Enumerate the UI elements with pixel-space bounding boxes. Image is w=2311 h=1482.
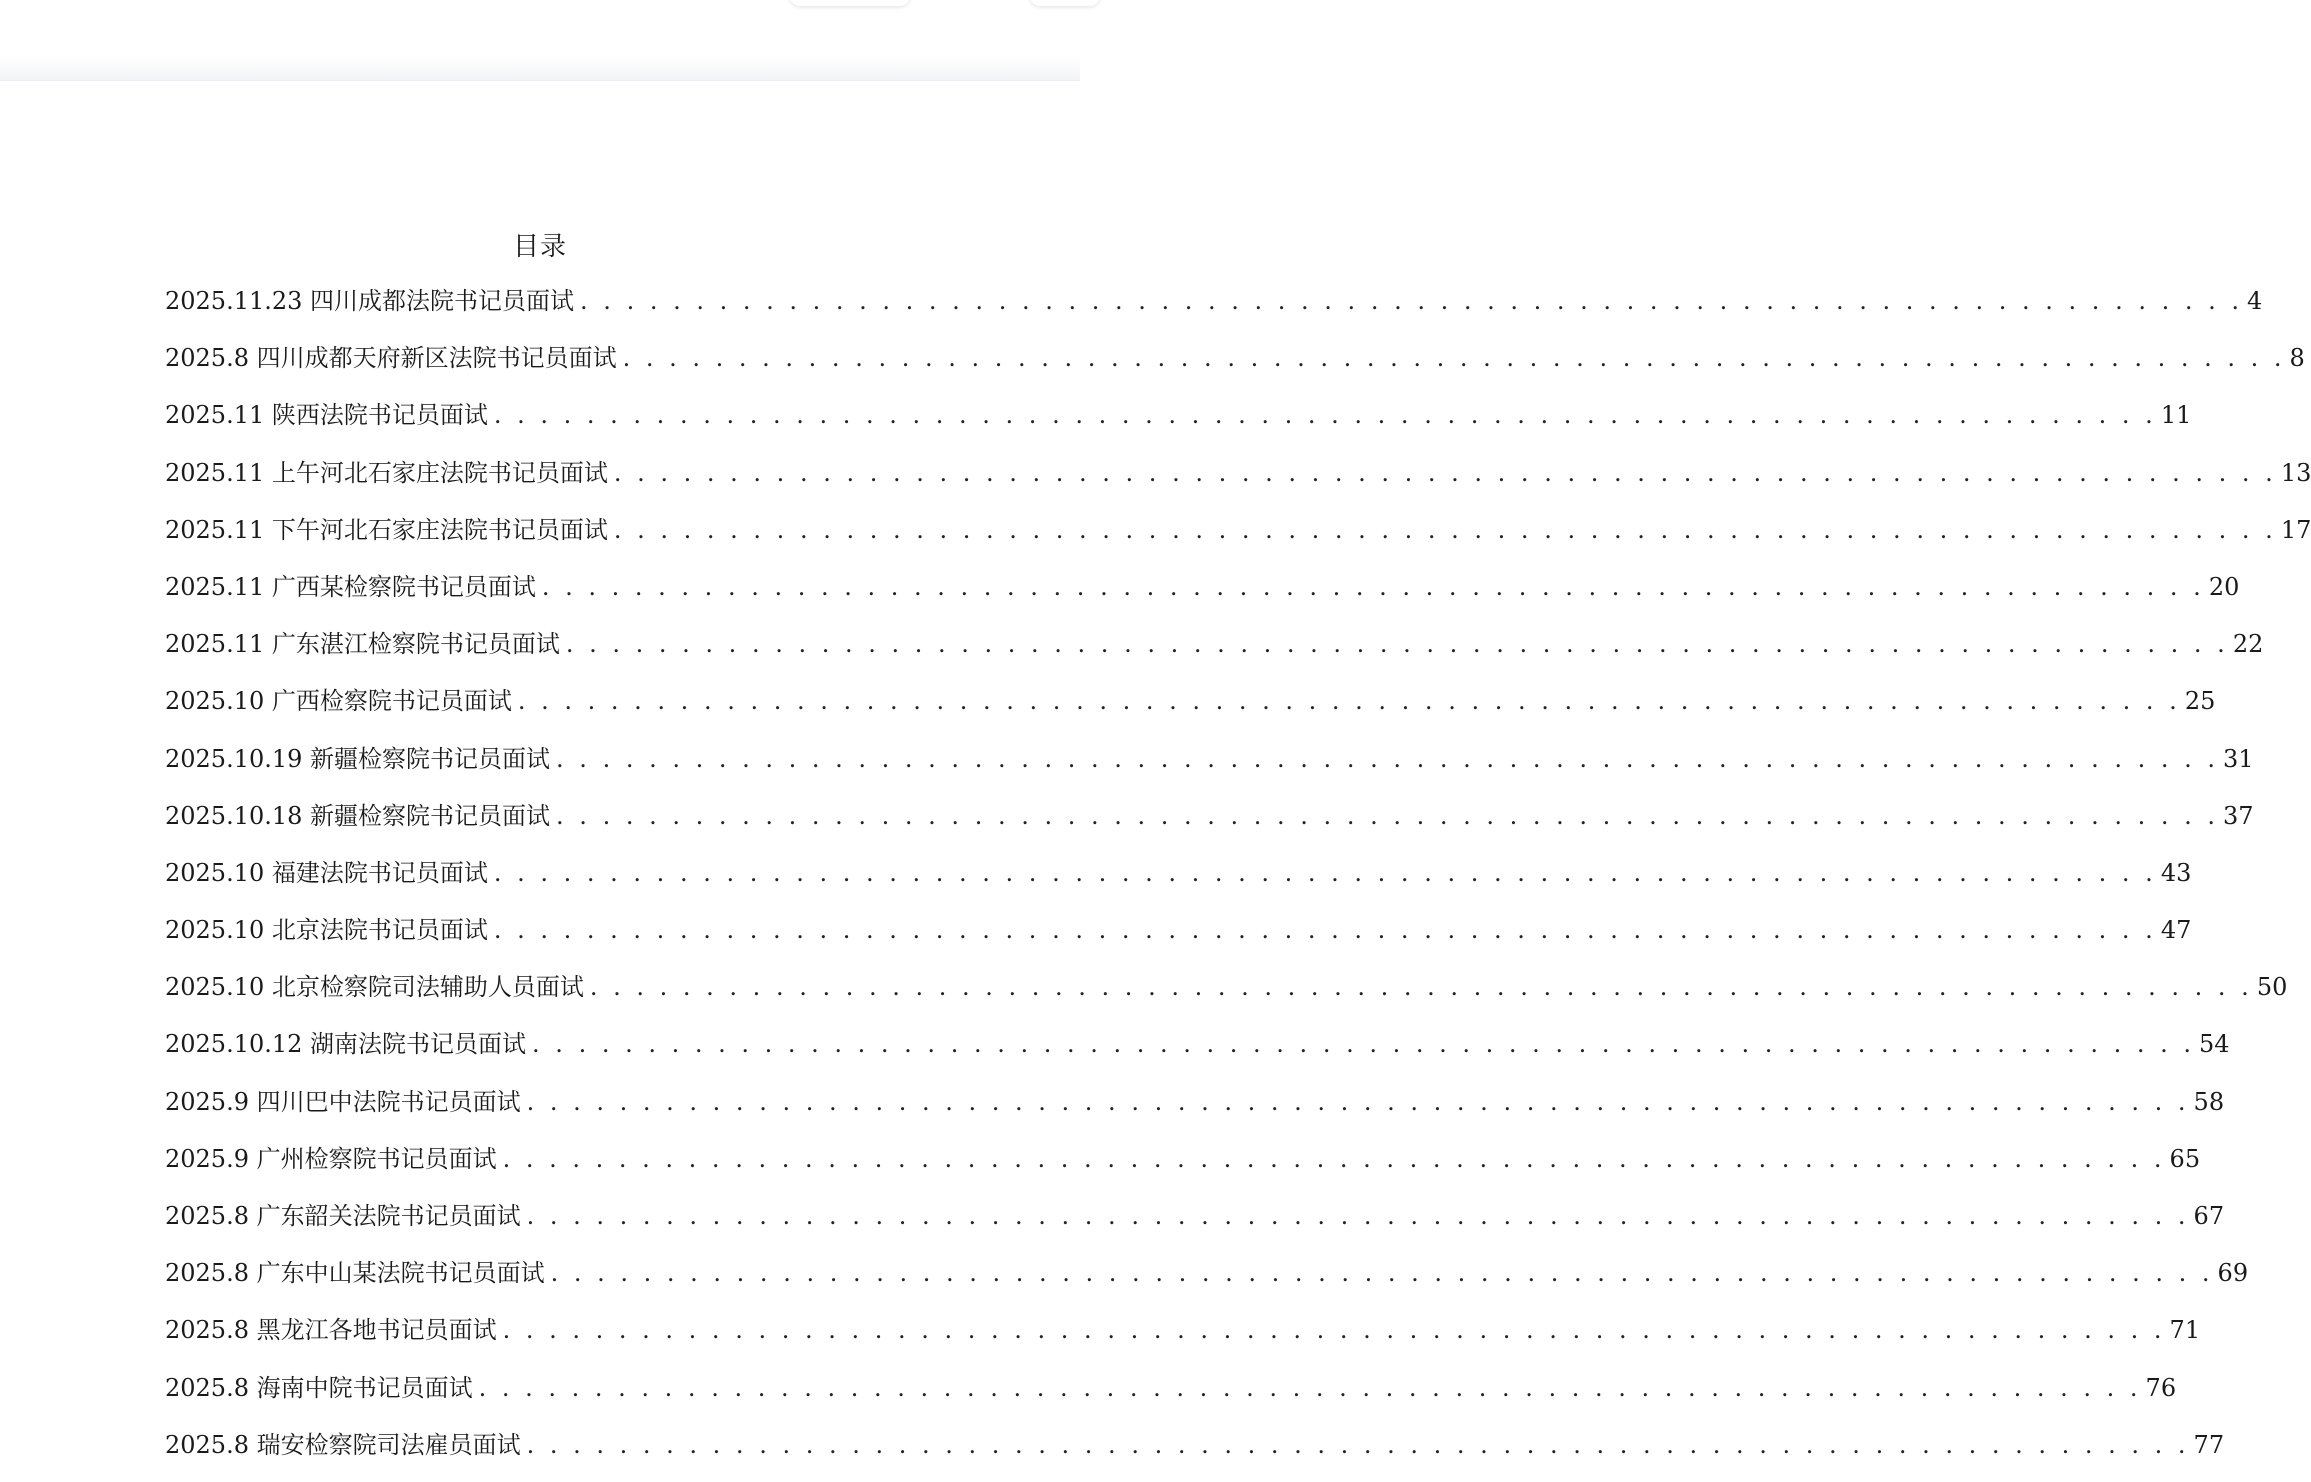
toc-entry[interactable] (165, 1253, 2249, 1310)
toc-entry[interactable] (165, 1310, 2201, 1367)
toc-entry[interactable] (165, 1368, 2177, 1425)
toc-entry-page: 31 (2222, 744, 2254, 773)
toc-entry[interactable] (165, 281, 2263, 338)
toc-entry-page: 54 (2198, 1030, 2230, 1059)
toc-entry[interactable] (165, 1082, 2225, 1139)
toc-entry-title: 2025.10 北京检察院司法辅助人员面试 (165, 973, 584, 1002)
toc-entry-title: 2025.10.12 湖南法院书记员面试 (165, 1030, 527, 1059)
toc-dot-leader (526, 1030, 2195, 1058)
toc-entry-title: 2025.8 瑞安检察院司法雇员面试 (165, 1430, 521, 1459)
toc-dot-leader (608, 516, 2277, 544)
viewer-top-bar (0, 0, 1080, 81)
toc-entry[interactable] (165, 739, 2254, 796)
toc-dot-leader (574, 287, 2243, 315)
toc-entry-title: 2025.11.23 四川成都法院书记员面试 (165, 287, 575, 315)
toc-entry-title: 2025.10 广西检察院书记员面试 (165, 687, 512, 716)
toc-dot-leader (512, 687, 2181, 715)
toc-entry-title: 2025.10 福建法院书记员面试 (165, 858, 488, 887)
document-page (0, 81, 2311, 1459)
toc-entry-title: 2025.9 四川巴中法院书记员面试 (165, 1087, 521, 1116)
toc-entry[interactable] (165, 510, 2311, 567)
toc-entry-page: 50 (2256, 973, 2288, 1002)
toc-dot-leader (497, 1145, 2166, 1173)
toc-dot-leader (521, 1088, 2190, 1116)
toc-entry[interactable] (165, 1139, 2201, 1196)
toc-entry-title: 2025.11 上午河北石家庄法院书记员面试 (165, 458, 608, 487)
toc-dot-leader (536, 573, 2205, 601)
toc-entry-title: 2025.10.19 新疆检察院书记员面试 (165, 744, 551, 773)
toc-entry-title: 2025.11 广东湛江检察院书记员面试 (165, 630, 560, 659)
toc-entry[interactable] (165, 1425, 2225, 1482)
toc-entry-page: 76 (2145, 1373, 2177, 1402)
toc-entry[interactable] (165, 453, 2311, 510)
toc-entry-title: 2025.11 下午河北石家庄法院书记员面试 (165, 515, 608, 544)
toc-dot-leader (617, 344, 2286, 372)
toc-entry-page: 65 (2169, 1144, 2201, 1173)
toc-entry-page: 43 (2160, 858, 2192, 887)
toc-dot-leader (560, 630, 2229, 658)
toc-entry-page: 69 (2217, 1259, 2249, 1288)
toc-title: 目录 (512, 232, 567, 262)
toc-dot-leader (545, 1259, 2214, 1287)
toc-entry-page: 17 (2280, 515, 2311, 544)
toc-entry-title: 2025.10.18 新疆检察院书记员面试 (165, 801, 551, 830)
toc-dot-leader (488, 859, 2157, 887)
toc-entry-title: 2025.11 陕西法院书记员面试 (165, 401, 488, 430)
toc-entry[interactable] (165, 967, 2288, 1024)
toc-entry-page: 4 (2246, 287, 2263, 315)
toc-dot-leader (497, 1316, 2166, 1344)
toc-entry-page: 13 (2280, 458, 2311, 487)
toc-entry[interactable] (165, 681, 2216, 738)
toc-entry-title: 2025.9 广州检察院书记员面试 (165, 1144, 497, 1173)
toc-list (165, 281, 2311, 1482)
toc-entry[interactable] (165, 338, 2305, 395)
toc-entry-title: 2025.8 海南中院书记员面试 (165, 1373, 473, 1402)
toc-entry[interactable] (165, 796, 2254, 853)
toolbar-pill[interactable] (1030, 0, 1100, 6)
toc-dot-leader (488, 401, 2157, 429)
toc-entry-title: 2025.8 黑龙江各地书记员面试 (165, 1316, 497, 1345)
toc-dot-leader (550, 802, 2219, 830)
toc-entry-title: 2025.8 广东中山某法院书记员面试 (165, 1259, 545, 1288)
toc-entry-title: 2025.10 北京法院书记员面试 (165, 916, 488, 945)
toc-entry-page: 71 (2169, 1316, 2201, 1345)
toc-entry-page: 11 (2160, 401, 2192, 430)
toc-entry-page: 77 (2193, 1430, 2225, 1459)
toc-entry-page: 47 (2160, 916, 2192, 945)
toc-entry-page: 20 (2208, 572, 2240, 601)
toc-entry-title: 2025.8 广东韶关法院书记员面试 (165, 1202, 521, 1230)
toc-entry[interactable] (165, 853, 2192, 910)
toc-entry[interactable] (165, 1024, 2230, 1081)
toc-entry[interactable] (165, 1196, 2225, 1253)
toc-dot-leader (473, 1374, 2142, 1402)
toc-dot-leader (584, 973, 2253, 1001)
toc-entry[interactable] (165, 567, 2240, 624)
toc-entry-page: 8 (2289, 344, 2305, 373)
toc-entry-page: 25 (2184, 687, 2216, 716)
toc-dot-leader (521, 1431, 2190, 1459)
toc-entry-title: 2025.8 四川成都天府新区法院书记员面试 (165, 344, 617, 373)
toolbar-pill[interactable] (790, 0, 910, 6)
toc-entry-page: 22 (2232, 630, 2264, 659)
toc-entry[interactable] (165, 624, 2264, 681)
toc-entry-page: 37 (2222, 801, 2254, 830)
toc-entry-page: 67 (2193, 1202, 2225, 1230)
toc-entry[interactable] (165, 395, 2192, 452)
toc-entry[interactable] (165, 910, 2192, 967)
toc-dot-leader (608, 459, 2277, 487)
toc-dot-leader (521, 1202, 2190, 1230)
toc-entry-title: 2025.11 广西某检察院书记员面试 (165, 572, 536, 601)
toc-dot-leader (488, 916, 2157, 944)
toc-entry-page: 58 (2193, 1087, 2225, 1116)
toc-dot-leader (550, 745, 2219, 773)
